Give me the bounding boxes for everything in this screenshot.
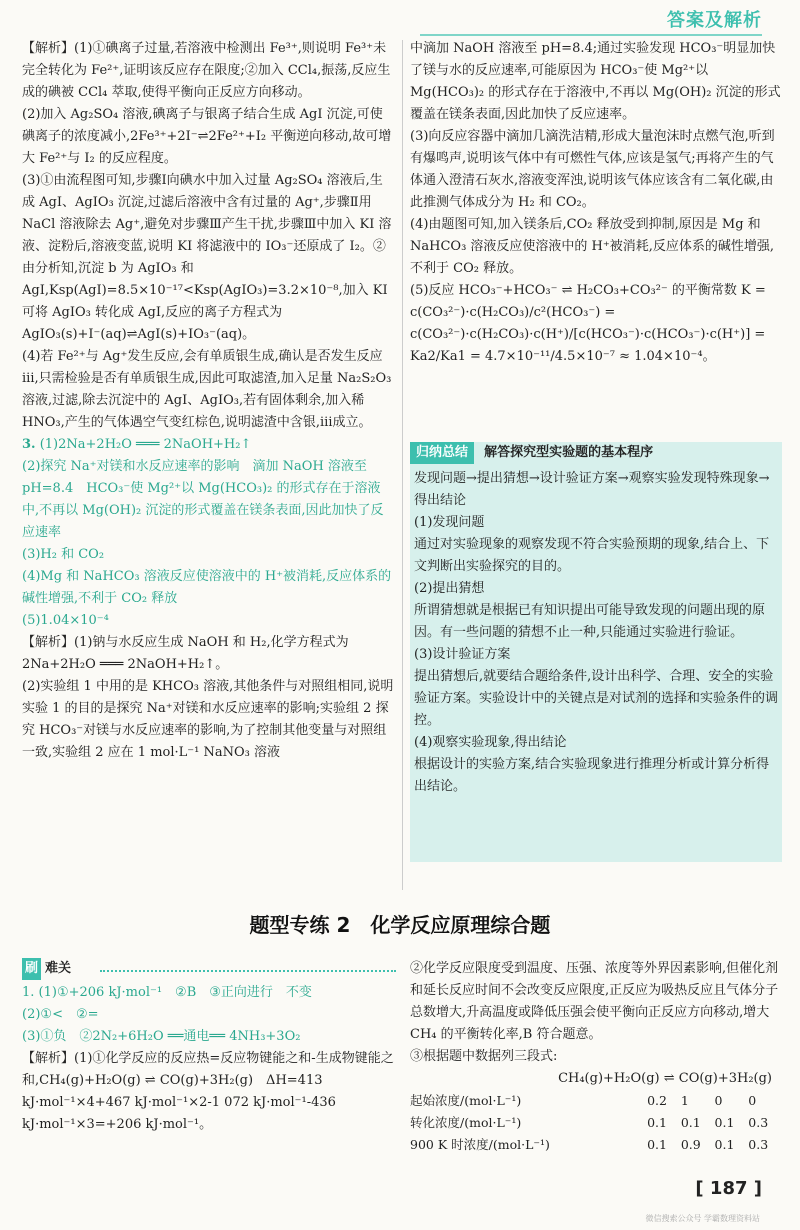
table-cell: 0.1 bbox=[714, 1137, 735, 1152]
table-cell: 0.1 bbox=[714, 1115, 735, 1130]
answer-line: (3)①负 ②2N₂+6H₂O ══通电══ 4NH₃+3O₂ bbox=[22, 1029, 301, 1044]
summary-item: (4)观察实验现象,得出结论 bbox=[414, 735, 567, 750]
answer-line: (4)Mg 和 NaHCO₃ 溶液反应使溶液中的 H⁺被消耗,反应体系的碱性增强,不利于 CO₂ 释放 bbox=[22, 569, 392, 606]
table-cell: 0 bbox=[748, 1093, 757, 1108]
watermark: 微信搜索公众号 学霸数理资料站 bbox=[645, 1214, 760, 1223]
answer-line: (5)1.04×10⁻⁴ bbox=[22, 613, 109, 628]
header-rule bbox=[420, 34, 762, 36]
summary-item: 根据设计的实验方案,结合实验现象进行推理分析或计算分析得出结论。 bbox=[414, 757, 770, 794]
answer-line: (2)①< ②= bbox=[22, 1007, 99, 1022]
paragraph: (4)若 Fe²⁺与 Ag⁺发生反应,会有单质银生成,确认是否发生反应ⅲ,只需检验是否有单质银生成,因此可取滤渣,加入足量 Na₂S₂O₃ 溶液,过滤,除去沉淀中的 AgI、AgIO₃,若有固体剩余,加入稀 HNO₃,产生的气体遇空气变红棕色,说明滤渣中含银,ⅲ成立。 bbox=[22, 349, 392, 430]
summary-item: (2)提出猜想 bbox=[414, 581, 485, 596]
summary-header bbox=[410, 442, 653, 464]
summary-item: 通过对实验现象的观察发现不符合实验预期的现象,结合上、下文判断出实验探究的目的。 bbox=[414, 537, 770, 574]
table-cell: 0.3 bbox=[748, 1115, 769, 1130]
paragraph: (5)反应 HCO₃⁻+HCO₃⁻ ⇌ H₂CO₃+CO₃²⁻ 的平衡常数 K = c(CO₃²⁻)·c(H₂CO₃)/c²(HCO₃⁻) = c(CO₃²⁻)·c(H₂CO₃)·c(H⁺)/[c(HCO₃⁻)·c(HCO₃⁻)·c(H⁺)] = Ka2/Ka1 = 4.7×10⁻¹¹/4.5×10⁻⁷ ≈ 1.04×10⁻⁴。 bbox=[410, 283, 766, 364]
paragraph: 【解析】(1)①化学反应的反应热=反应物键能之和-生成物键能之和,CH₄(g)+H₂O(g) ⇌ CO(g)+3H₂(g) ΔH=413 kJ·mol⁻¹×4+467 kJ·mol⁻¹×2-1 072 kJ·mol⁻¹-436 kJ·mol⁻¹×3=+206 kJ·mol⁻¹。 bbox=[22, 1051, 394, 1132]
question-number: 3. bbox=[22, 437, 36, 452]
paragraph: 中滴加 NaOH 溶液至 pH=8.4;通过实验发现 HCO₃⁻明显加快了镁与水的反应速率,可能原因为 HCO₃⁻使 Mg²⁺以 Mg(HCO₃)₂ 的形式存在于溶液中,不再以 Mg(OH)₂ 沉淀的形式覆盖在镁条表面,因此加快了反应速率。 bbox=[410, 41, 781, 122]
summary-item: 提出猜想后,就要结合题给条件,设计出科学、合理、安全的实验验证方案。实验设计中的关键点是对试剂的选择和实验条件的调控。 bbox=[414, 669, 779, 728]
summary-item: (1)发现问题 bbox=[414, 515, 485, 530]
column-divider bbox=[402, 40, 403, 890]
table-row bbox=[410, 1090, 782, 1112]
table-row bbox=[410, 1134, 782, 1156]
equation: CH₄(g)+H₂O(g) ⇌ CO(g)+3H₂(g) bbox=[558, 1071, 772, 1086]
summary-body bbox=[414, 468, 778, 798]
section-title: 题型专练 2 化学反应原理综合题 bbox=[249, 913, 551, 937]
page-number: [ 187 ] bbox=[695, 1178, 762, 1199]
paragraph: (2)实验组 1 中用的是 KHCO₃ 溶液,其他条件与对照组相同,说明实验 1 的目的是探究 Na⁺对镁和水反应速率的影响;实验组 2 探究 HCO₃⁻对镁与水反应速率的影响,为了控制其他变量与对照组一致,实验组 2 应在 1 mol·L⁻¹ NaNO₃ 溶液 bbox=[22, 679, 394, 760]
paragraph: (2)加入 Ag₂SO₄ 溶液,碘离子与银离子结合生成 AgI 沉淀,可使碘离子的浓度减小,2Fe³⁺+2I⁻⇌2Fe²⁺+I₂ 平衡逆向移动,故可增大 Fe²⁺与 I₂ 的反应程度。 bbox=[22, 107, 392, 166]
table-cell: 0 bbox=[714, 1093, 723, 1108]
difficulty-text: 难关 bbox=[45, 961, 72, 976]
brush-icon: 刷 bbox=[22, 958, 41, 980]
right-column bbox=[410, 38, 782, 368]
table-row bbox=[410, 1112, 782, 1134]
table-cell: 0.9 bbox=[680, 1137, 701, 1152]
left-column bbox=[22, 38, 394, 764]
difficulty-label bbox=[22, 958, 71, 980]
table-cell: 0.2 bbox=[647, 1093, 667, 1108]
row-label: 900 K 时浓度/(mol·L⁻¹) bbox=[410, 1137, 550, 1152]
paragraph: ③根据题中数据列三段式: bbox=[410, 1049, 558, 1064]
table-cell: 0.1 bbox=[680, 1115, 701, 1130]
paragraph: (4)由题图可知,加入镁条后,CO₂ 释放受到抑制,原因是 Mg 和 NaHCO₃ 溶液反应使溶液中的 H⁺被消耗,反应体系的碱性增强,不利于 CO₂ 释放。 bbox=[410, 217, 775, 276]
right-column-lower bbox=[410, 958, 782, 1156]
table-cell: 1 bbox=[680, 1093, 689, 1108]
summary-item: 所谓猜想就是根据已有知识提出可能导致发现的问题出现的原因。有一些问题的猜想不止一种,只能通过实验进行验证。 bbox=[414, 603, 766, 640]
summary-item: 发现问题→提出猜想→设计验证方案→观察实验发现特殊现象→得出结论 bbox=[414, 471, 770, 508]
page-number-value: 187 bbox=[709, 1178, 748, 1199]
summary-item: (3)设计验证方案 bbox=[414, 647, 511, 662]
answer-line: (3)H₂ 和 CO₂ bbox=[22, 547, 105, 562]
paragraph: (3)①由流程图可知,步骤Ⅰ向碘水中加入过量 Ag₂SO₄ 溶液后,生成 AgI、AgIO₃ 沉淀,过滤后溶液中含有过量的 Ag⁺,步骤Ⅱ用 NaCl 溶液除去 Ag⁺,避免对步骤Ⅲ产生干扰,步骤Ⅲ中加入 KI 溶液、淀粉后,溶液变蓝,说明 KI 将滤液中的 IO₃⁻还原成了 I₂。②由分析知,沉淀 b 为 AgIO₃ 和 AgI,Ksp(AgI)=8.5×10⁻¹⁷<Ksp(AgIO₃)=3.2×10⁻⁸,加入 KI 可将 AgIO₃ 转化成 AgI,反应的离子方程式为 AgIO₃(s)+I⁻(aq)⇌AgI(s)+IO₃⁻(aq)。 bbox=[22, 173, 392, 342]
table-cell: 0.1 bbox=[647, 1115, 667, 1130]
paragraph: ②化学反应限度受到温度、压强、浓度等外界因素影响,但催化剂和延长反应时间不会改变反应限度,正反应为吸热反应且气体分子总数增大,升高温度或降低压强会使平衡向正反应方向移动,增大 CH₄ 的平衡转化率,B 符合题意。 bbox=[410, 961, 779, 1042]
three-stage-table bbox=[410, 1090, 782, 1156]
answer-line bbox=[22, 434, 394, 456]
left-column-lower bbox=[22, 982, 394, 1136]
paragraph: (3)向反应容器中滴加几滴洗洁精,形成大量泡沫时点燃气泡,听到有爆鸣声,说明该气体中有可燃性气体,应该是氢气;再将产生的气体通入澄清石灰水,溶液变浑浊,说明该气体应该含有二氧化碳,由此推测气体成分为 H₂ 和 CO₂。 bbox=[410, 129, 775, 210]
summary-badge: 归纳总结 bbox=[410, 442, 474, 464]
table-cell: 0.1 bbox=[647, 1137, 667, 1152]
dotted-rule bbox=[100, 970, 396, 972]
paragraph: 【解析】(1)①碘离子过量,若溶液中检测出 Fe³⁺,则说明 Fe³⁺未完全转化为 Fe²⁺,证明该反应存在限度;②加入 CCl₄,振荡,反应生成的碘被 CCl₄ 萃取,使得平衡向正反应方向移动。 bbox=[22, 41, 391, 100]
paragraph: 【解析】(1)钠与水反应生成 NaOH 和 H₂,化学方程式为 2Na+2H₂O ═══ 2NaOH+H₂↑。 bbox=[22, 635, 349, 672]
answer-line: (2)探究 Na⁺对镁和水反应速率的影响 滴加 NaOH 溶液至 pH=8.4 HCO₃⁻使 Mg²⁺以 Mg(HCO₃)₂ 的形式存在于溶液中,不再以 Mg(OH)₂ 沉淀的形式覆盖在镁条表面,因此加快了反应速率 bbox=[22, 459, 384, 540]
row-label: 起始浓度/(mol·L⁻¹) bbox=[410, 1093, 522, 1108]
table-cell: 0.3 bbox=[748, 1137, 769, 1152]
answer-text: (1)2Na+2H₂O ═══ 2NaOH+H₂↑ bbox=[39, 437, 252, 452]
section-header: 答案及解析 bbox=[667, 10, 762, 31]
summary-title: 解答探究型实验题的基本程序 bbox=[484, 445, 654, 460]
row-label: 转化浓度/(mol·L⁻¹) bbox=[410, 1115, 522, 1130]
answer-line: 1. (1)①+206 kJ·mol⁻¹ ②B ③正向进行 不变 bbox=[22, 985, 312, 1000]
